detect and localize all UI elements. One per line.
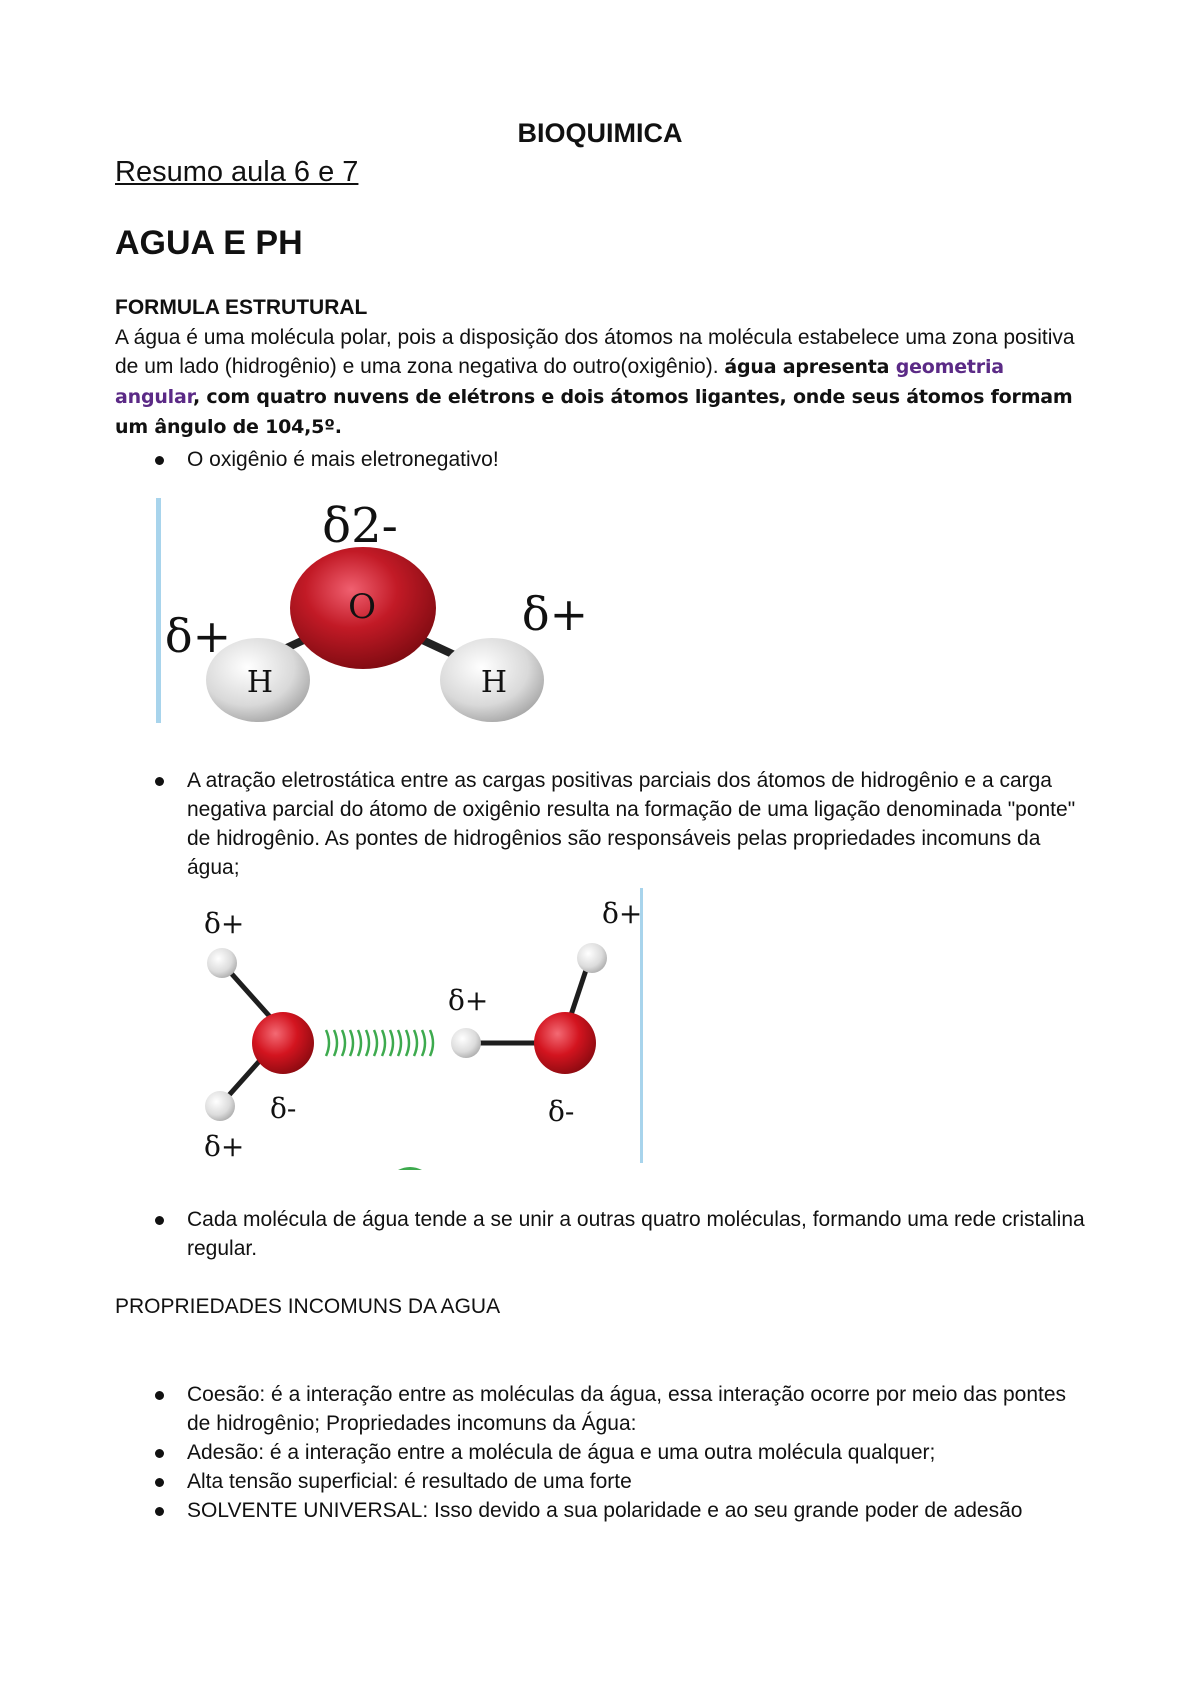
intro-paragraph — [115, 323, 1095, 442]
bullet-dot-icon — [155, 1478, 164, 1487]
paragraph-bold-text-2: , com quatro nuvens de elétrons e dois átomos ligantes, onde seus átomos formam um ângulo de 104,5º. — [115, 386, 1073, 438]
bullet-dot-icon — [155, 777, 164, 786]
oxygen-label: O — [348, 587, 376, 627]
bullet-text: A atração eletrostática entre as cargas positivas parciais dos átomos de hidrogênio e a carga negativa parcial do átomo de oxigênio resulta na formação de uma ligação denominada "ponte" de hidrogênio. As pontes de hidrogênios são responsáveis pelas propriedades incomuns da água; — [187, 769, 1076, 879]
charge-label-top-right: δ+ — [602, 897, 643, 930]
paragraph-highlight-text: geometria angular — [115, 356, 1004, 408]
charge-oxygen-label: δ2- — [322, 498, 398, 554]
bullet-dot-icon — [155, 1507, 164, 1516]
bullet-text: Cada molécula de água tende a se unir a outras quatro moléculas, formando uma rede cristalina regular. — [187, 1208, 1085, 1260]
hydrogen-label-left: H — [246, 665, 274, 700]
hydrogen-atom-bottom-left — [205, 1091, 235, 1121]
topic-heading: AGUA E PH — [115, 224, 303, 262]
property-text: SOLVENTE UNIVERSAL: Isso devido a sua polaridade e ao seu grande poder de adesão — [187, 1499, 1023, 1522]
charge-label-oxygen-right: δ- — [548, 1095, 575, 1128]
document-subtitle: Resumo aula 6 e 7 — [115, 156, 359, 188]
oxygen-atom-left — [252, 1012, 314, 1074]
paragraph-bold-text: água apresenta — [724, 356, 896, 378]
hydrogen-label-right: H — [480, 665, 508, 700]
green-fragment — [398, 1167, 422, 1170]
hydrogen-atom-bridge — [451, 1028, 481, 1058]
charge-hydrogen-right-label: δ+ — [521, 587, 589, 641]
bullet-dot-icon — [155, 1449, 164, 1458]
property-text: Adesão: é a interação entre a molécula de água e uma outra molécula qualquer; — [187, 1441, 936, 1464]
section-heading-formula: FORMULA ESTRUTURAL — [115, 296, 368, 319]
charge-label-bridge-hydrogen: δ+ — [448, 984, 489, 1017]
bullet-dot-icon — [155, 1216, 164, 1225]
paragraph-plain-text: A água é uma molécula polar, pois a disposição dos átomos na molécula estabelece uma zona positiva de um lado (hidrogênio) e uma zona negativa do outro(oxigênio). — [115, 326, 1075, 378]
bullet-text: O oxigênio é mais eletronegativo! — [187, 448, 499, 471]
bullet-dot-icon — [155, 1391, 164, 1400]
bullet-dot-icon — [155, 456, 164, 465]
document-title: BIOQUIMICA — [517, 118, 683, 148]
property-text: Alta tensão superficial: é resultado de uma forte — [187, 1470, 632, 1493]
hydrogen-atom-top-right — [577, 943, 607, 973]
charge-hydrogen-left-label: δ+ — [164, 609, 232, 663]
charge-label-oxygen-left: δ- — [270, 1092, 297, 1125]
hydrogen-bond-figure — [170, 888, 650, 1173]
frame-bar — [156, 498, 161, 723]
hydrogen-bond-wave — [326, 1030, 433, 1056]
charge-label-bottom-left: δ+ — [204, 1130, 245, 1163]
property-text: Coesão: é a interação entre as moléculas da água, essa interação ocorre por meio das pontes de hidrogênio; Propriedades incomuns da Água: — [187, 1383, 1067, 1435]
oxygen-atom-right — [534, 1012, 596, 1074]
water-molecule-figure — [150, 490, 610, 730]
hydrogen-atom-top-left — [207, 948, 237, 978]
section-heading-properties: PROPRIEDADES INCOMUNS DA AGUA — [115, 1295, 501, 1318]
charge-label-top-left: δ+ — [204, 907, 245, 940]
